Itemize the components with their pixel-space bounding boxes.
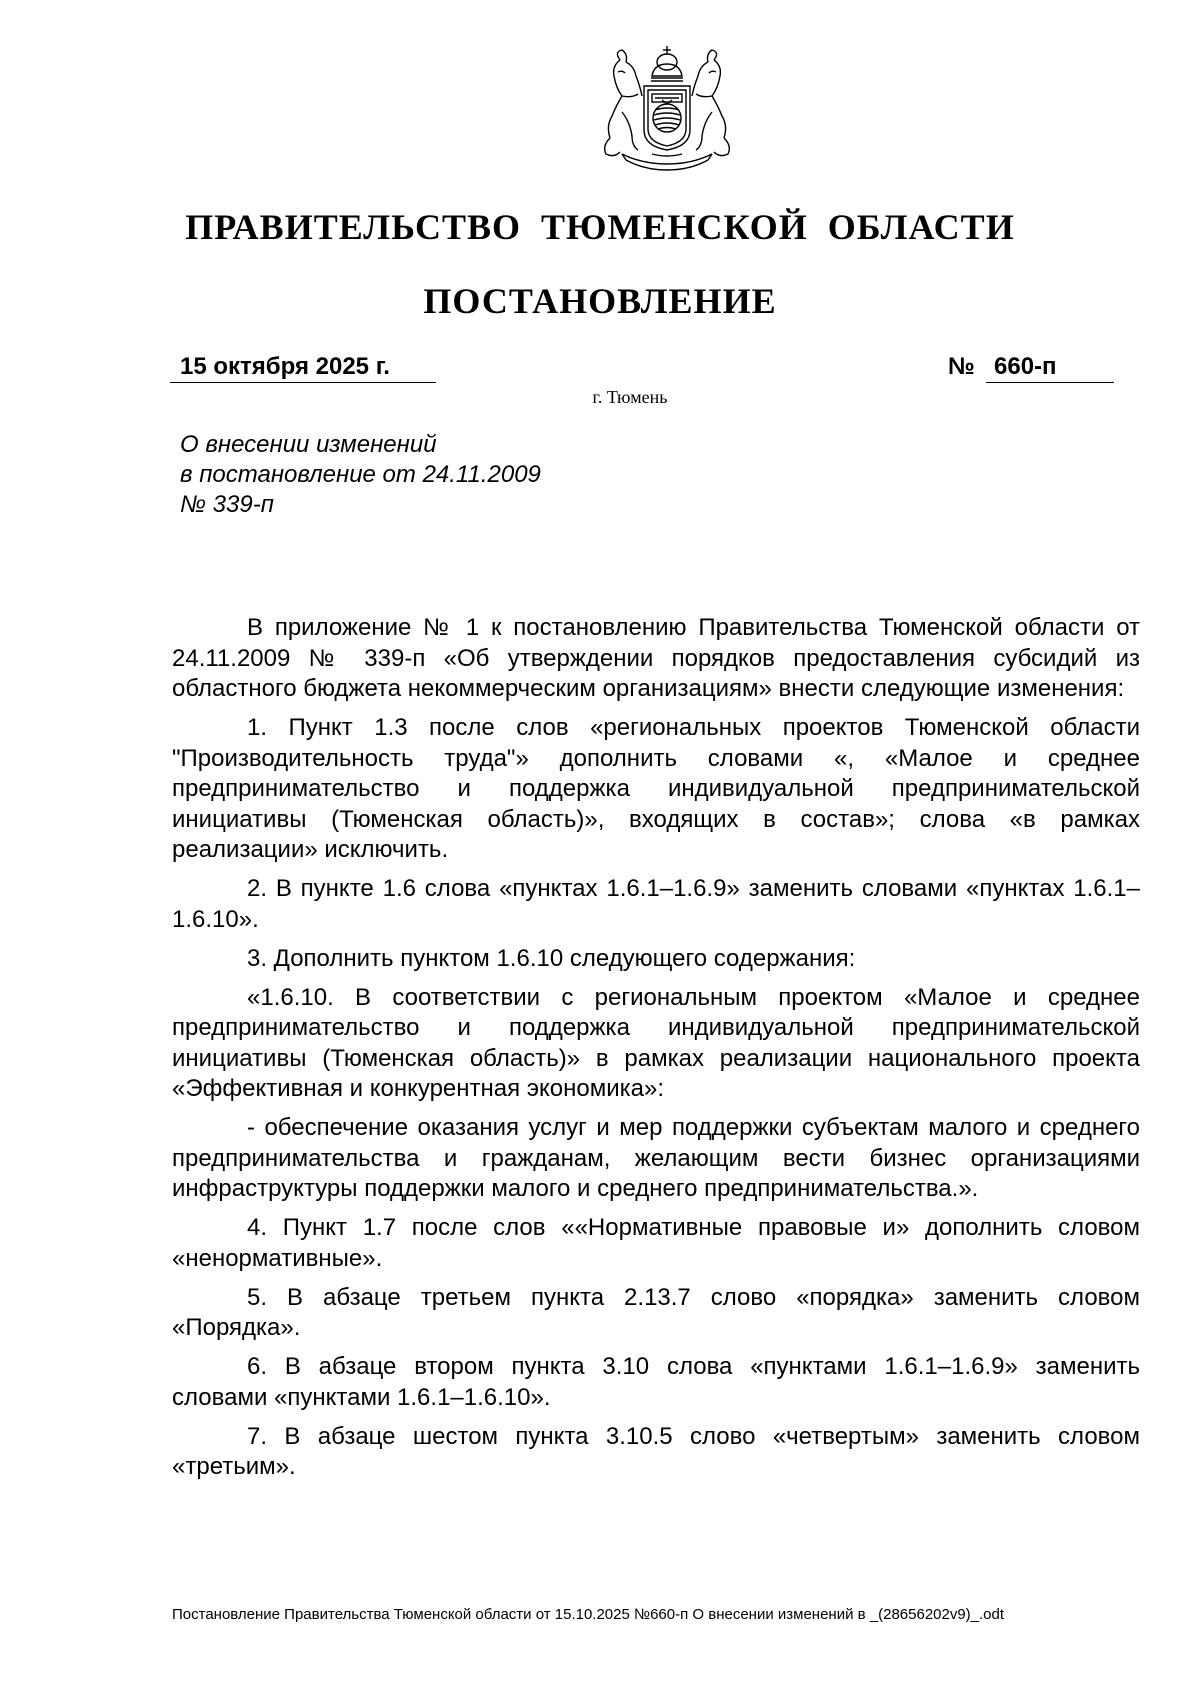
document-subject: [180, 430, 541, 520]
body-paragraph: 4. Пункт 1.7 после слов ««Нормативные правовые и» дополнить словом «ненормативные».: [172, 1214, 1140, 1272]
document-type: ПОСТАНОВЛЕНИЕ: [423, 281, 777, 321]
body-paragraph: «1.6.10. В соответствии с региональным проектом «Малое и среднее предпринимательство и поддержка индивидуальной предпринимательской инициативы (Тюменская область)» в рамках реализации национального проекта «Эффективная и конкурентная экономика»:: [172, 983, 1140, 1102]
right-supporter-icon: [692, 50, 729, 156]
document-city: г. Тюмень: [592, 387, 668, 407]
body-paragraph: В приложение № 1 к постановлению Правительства Тюменской области от 24.11.2009 № 339-п «Об утверждении порядков предоставления субсидий из областного бюджета некоммерческим организациям» внести следующие изменения:: [172, 614, 1140, 702]
page-footer: Постановление Правительства Тюменской области от 15.10.2025 №660-п О внесении изменений в _(28656202v9)_.odt: [172, 1606, 1005, 1623]
body-paragraph: 1. Пункт 1.3 после слов «региональных проектов Тюменской области "Производительность труда"» дополнить словами «, «Малое и среднее предпринимательство и поддержка индивидуальной предпринимательской инициативы (Тюменская область)», входящих в состав»; слова «в рамках реализации» исключить.: [172, 714, 1140, 863]
shield-icon: [644, 86, 690, 150]
subject-line: № 339-п: [180, 491, 274, 518]
body-paragraph: 6. В абзаце втором пункта 3.10 слова «пунктами 1.6.1–1.6.9» заменить словами «пунктами 1.6.1–1.6.10».: [172, 1353, 1140, 1411]
subject-line: в постановление от 24.11.2009: [180, 461, 541, 488]
body-paragraph: 3. Дополнить пунктом 1.6.10 следующего содержания:: [247, 944, 856, 972]
crown-icon: [651, 46, 683, 81]
number-label: №: [948, 353, 975, 380]
document-date: 15 октября 2025 г.: [170, 352, 436, 383]
left-supporter-icon: [605, 50, 642, 156]
body-paragraph: - обеспечение оказания услуг и мер поддержки субъектам малого и среднего предпринимательства и гражданам, желающим вести бизнес организациями инфраструктуры поддержки малого и среднего предпринимательства.».: [172, 1114, 1140, 1202]
government-title: ПРАВИТЕЛЬСТВО ТЮМЕНСКОЙ ОБЛАСТИ: [185, 207, 1015, 247]
ribbon-icon: [622, 154, 712, 170]
document-body: [172, 613, 1140, 1491]
document-number: 660-п: [986, 352, 1114, 383]
body-paragraph: 5. В абзаце третьем пункта 2.13.7 слово «порядка» заменить словом «Порядка».: [172, 1283, 1140, 1341]
subject-line: О внесении изменений: [180, 431, 437, 458]
body-paragraph: 7. В абзаце шестом пункта 3.10.5 слово «четвертым» заменить словом «третьим».: [172, 1422, 1140, 1480]
coat-of-arms-icon: [592, 42, 742, 172]
body-paragraph: 2. В пункте 1.6 слова «пунктах 1.6.1–1.6.9» заменить словами «пунктах 1.6.1–1.6.10».: [172, 875, 1140, 933]
